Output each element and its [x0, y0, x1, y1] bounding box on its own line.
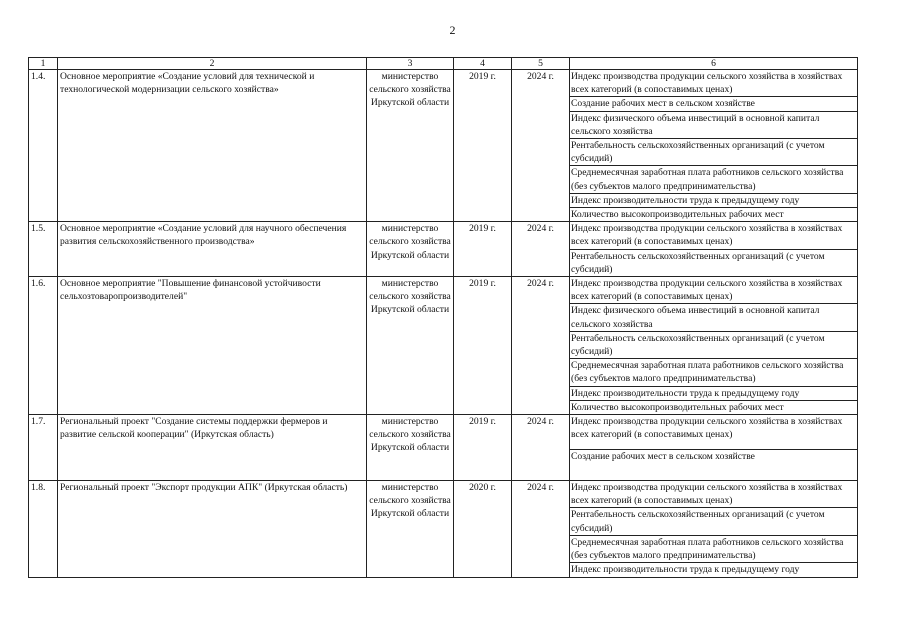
end-year: 2024 г. — [512, 481, 570, 577]
header-row — [29, 58, 858, 70]
indicator-item: Создание рабочих мест в сельском хозяйстве — [570, 97, 857, 111]
table-row — [29, 70, 858, 222]
activity-name: Основное мероприятие «Создание условий для научного обеспечения развития сельскохозяйственного производства» — [58, 222, 367, 277]
row-number: 1.7. — [29, 415, 58, 481]
end-year: 2024 г. — [512, 277, 570, 415]
column-header-6: 6 — [570, 58, 858, 70]
executor: министерство сельского хозяйства Иркутской области — [367, 70, 454, 222]
indicator-item: Индекс производительности труда к предыдущему году — [571, 564, 800, 576]
row-number: 1.5. — [29, 222, 58, 277]
page-number: 2 — [449, 23, 456, 37]
indicator-item: Рентабельность сельскохозяйственных организаций (с учетом субсидий) — [570, 139, 857, 166]
start-year: 2019 г. — [454, 222, 512, 277]
table-row — [29, 277, 858, 415]
indicators-cell — [570, 415, 858, 481]
indicator-item: Среднемесячная заработная плата работников сельского хозяйства (без субъектов малого предпринимательства) — [570, 536, 857, 563]
indicator-item: Количество высокопроизводительных рабочих мест — [571, 401, 784, 413]
row-number: 1.8. — [29, 481, 58, 577]
indicators-cell — [570, 277, 858, 415]
indicator-item: Рентабельность сельскохозяйственных организаций (с учетом субсидий) — [570, 332, 857, 359]
executor: министерство сельского хозяйства Иркутской области — [367, 222, 454, 277]
activity-name: Региональный проект "Экспорт продукции АПК" (Иркутская область) — [58, 481, 367, 577]
start-year: 2020 г. — [454, 481, 512, 577]
executor: министерство сельского хозяйства Иркутской области — [367, 415, 454, 481]
table-row — [29, 415, 858, 481]
activity-name: Основное мероприятие "Повышение финансовой устойчивости сельхозтоваропроизводителей" — [58, 277, 367, 415]
table-row — [29, 222, 858, 277]
indicator-item: Индекс производства продукции сельского хозяйства в хозяйствах всех категорий (в сопоставимых ценах) — [570, 70, 857, 97]
indicator-item: Среднемесячная заработная плата работников сельского хозяйства (без субъектов малого предпринимательства) — [570, 166, 857, 193]
indicator-item: Индекс физического объема инвестиций в основной капитал сельского хозяйства — [570, 112, 857, 139]
indicator-item: Индекс физического объема инвестиций в основной капитал сельского хозяйства — [570, 304, 857, 331]
start-year: 2019 г. — [454, 277, 512, 415]
indicator-item: Индекс производства продукции сельского хозяйства в хозяйствах всех категорий (в сопоставимых ценах) — [570, 222, 857, 249]
indicator-item: Рентабельность сельскохозяйственных организаций (с учетом субсидий) — [571, 250, 825, 275]
indicator-item: Создание рабочих мест в сельском хозяйстве — [571, 451, 755, 463]
indicators-cell — [570, 481, 858, 577]
indicator-item: Рентабельность сельскохозяйственных организаций (с учетом субсидий) — [570, 508, 857, 535]
indicator-item: Среднемесячная заработная плата работников сельского хозяйства (без субъектов малого предпринимательства) — [570, 359, 857, 386]
activity-name: Основное мероприятие «Создание условий для технической и технологической модернизации сельского хозяйства» — [58, 70, 367, 222]
start-year: 2019 г. — [454, 70, 512, 222]
column-header-2: 2 — [58, 58, 367, 70]
indicator-item: Индекс производства продукции сельского хозяйства в хозяйствах всех категорий (в сопоставимых ценах) — [570, 415, 857, 450]
indicator-item: Количество высокопроизводительных рабочих мест — [571, 209, 784, 221]
column-header-3: 3 — [367, 58, 454, 70]
indicator-item: Индекс производительности труда к предыдущему году — [570, 194, 857, 208]
indicator-item: Индекс производства продукции сельского хозяйства в хозяйствах всех категорий (в сопоставимых ценах) — [570, 481, 857, 508]
activity-name: Региональный проект "Создание системы поддержки фермеров и развитие сельской кооперации" (Иркутская область) — [58, 415, 367, 481]
row-number: 1.6. — [29, 277, 58, 415]
executor: министерство сельского хозяйства Иркутской области — [367, 481, 454, 577]
column-header-1: 1 — [29, 58, 58, 70]
table-row — [29, 481, 858, 577]
program-table — [28, 57, 858, 578]
start-year: 2019 г. — [454, 415, 512, 481]
indicators-cell — [570, 222, 858, 277]
end-year: 2024 г. — [512, 70, 570, 222]
end-year: 2024 г. — [512, 222, 570, 277]
end-year: 2024 г. — [512, 415, 570, 481]
indicator-item: Индекс производства продукции сельского хозяйства в хозяйствах всех категорий (в сопоставимых ценах) — [570, 277, 857, 304]
column-header-5: 5 — [512, 58, 570, 70]
indicators-cell — [570, 70, 858, 222]
executor: министерство сельского хозяйства Иркутской области — [367, 277, 454, 415]
column-header-4: 4 — [454, 58, 512, 70]
indicator-item: Индекс производительности труда к предыдущему году — [570, 387, 857, 401]
row-number: 1.4. — [29, 70, 58, 222]
